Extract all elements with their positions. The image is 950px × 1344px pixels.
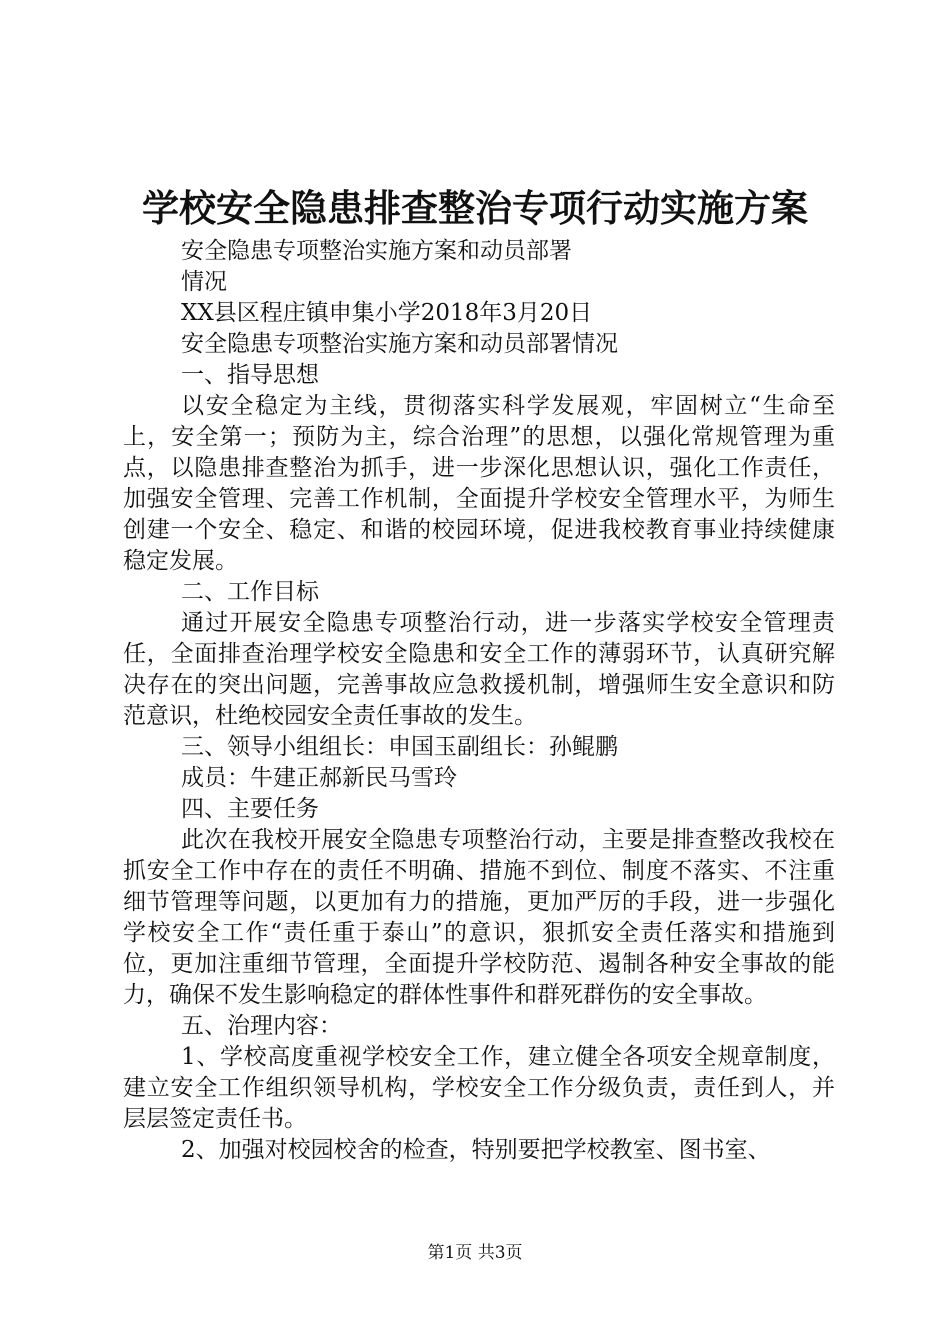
members-line: 成员：牛建正郝新民马雪玲	[181, 765, 457, 791]
subtitle-line-2: 情况	[181, 269, 227, 295]
section-heading-3: 三、领导小组组长：申国玉副组长：孙鲲鹏	[181, 734, 618, 760]
document-title: 学校安全隐患排查整治专项行动实施方案	[142, 186, 808, 230]
paragraph-item-2: 2、加强对校园校舍的检查，特别要把学校教室、图书室、	[181, 1137, 771, 1163]
section-heading-2: 二、工作目标	[181, 579, 319, 605]
paragraph-item-1: 1、学校高度重视学校安全工作，建立健全各项安全规章制度，建立安全工作组织领导机构，学校安全工作分级负责，责任到人，并层层签定责任书。	[123, 1044, 835, 1132]
paragraph-guiding-thought: 以安全稳定为主线，贯彻落实科学发展观，牢固树立“生命至上，安全第一；预防为主，综合治理”的思想，以强化常规管理为重点，以隐患排查整治为抓手，进一步深化思想认识，强化工作责任，加强安全管理、完善工作机制，全面提升学校安全管理水平，为师生创建一个安全、稳定、和谐的校园环境，促进我校教育事业持续健康稳定发展。	[123, 393, 835, 574]
paragraph-main-tasks: 此次在我校开展安全隐患专项整治行动，主要是排查整改我校在抓安全工作中存在的责任不明确、措施不到位、制度不落实、不注重细节管理等问题，以更加有力的措施，更加严厉的手段，进一步强化学校安全工作“责任重于泰山”的意识，狠抓安全责任落实和措施到位，更加注重细节管理，全面提升学校防范、遏制各种安全事故的能力，确保不发生影响稳定的群体性事件和群死群伤的安全事故。	[123, 827, 835, 1008]
section-heading-5: 五、治理内容：	[181, 1013, 342, 1039]
page-footer: 第1页 共3页	[427, 1243, 523, 1263]
subtitle-line-3: 安全隐患专项整治实施方案和动员部署情况	[181, 331, 618, 357]
subtitle-line-1: 安全隐患专项整治实施方案和动员部署	[181, 238, 572, 264]
school-date-line: XX县区程庄镇申集小学2018年3月20日	[181, 300, 593, 326]
document-body	[123, 236, 835, 1166]
section-heading-4: 四、主要任务	[181, 796, 319, 822]
paragraph-work-goals: 通过开展安全隐患专项整治行动，进一步落实学校安全管理责任，全面排查治理学校安全隐患和安全工作的薄弱环节，认真研究解决存在的突出问题，完善事故应急救援机制，增强师生安全意识和防范意识，杜绝校园安全责任事故的发生。	[123, 610, 835, 729]
section-heading-1: 一、指导思想	[181, 362, 319, 388]
